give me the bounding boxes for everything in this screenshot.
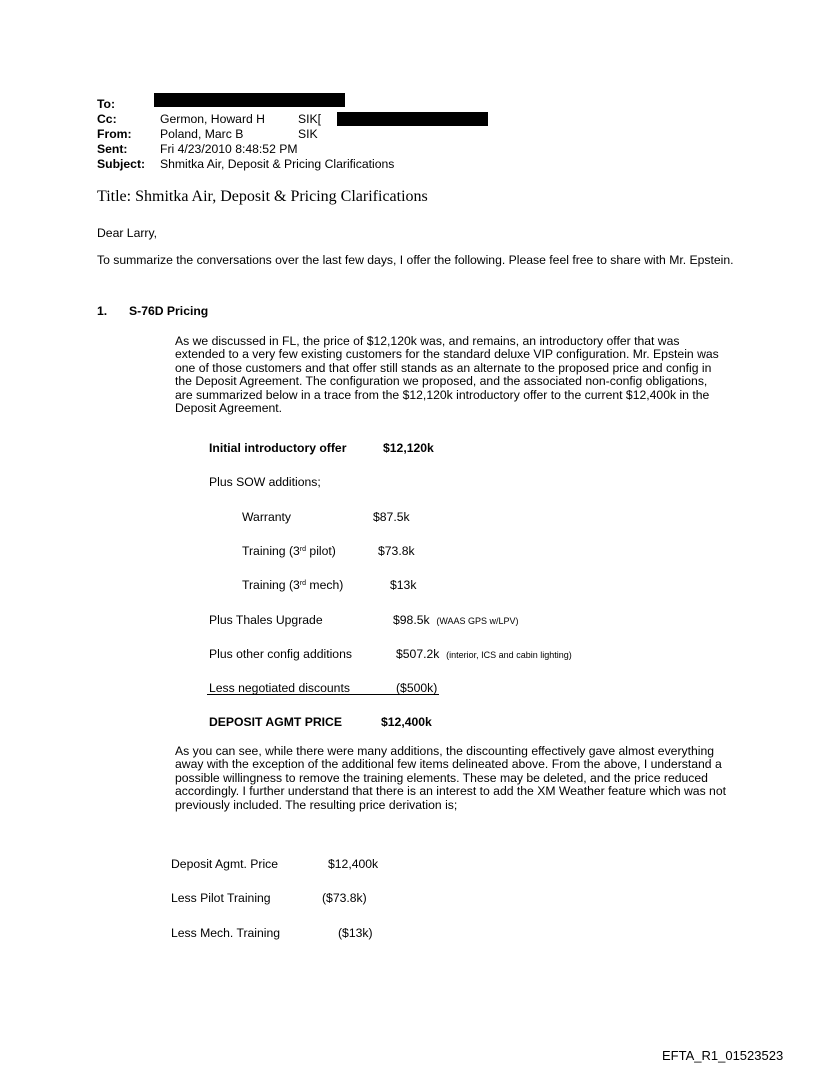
- trace-pilot-training-label: Training (3rd pilot): [242, 544, 336, 558]
- document-title: Title: Shmitka Air, Deposit & Pricing Clarifications: [97, 188, 428, 205]
- derivation-mech-label: Less Mech. Training: [171, 926, 281, 940]
- subject-value: Shmitka Air, Deposit & Pricing Clarifications: [160, 157, 395, 171]
- from-value: Poland, Marc B: [160, 127, 244, 141]
- section-heading: S-76D Pricing: [129, 304, 209, 318]
- sent-value: Fri 4/23/2010 8:48:52 PM: [160, 142, 298, 156]
- trace-mech-training-label: Training (3rd mech): [242, 578, 344, 592]
- from-tag: SIK: [298, 127, 318, 141]
- trace-initial-value: $12,120k: [383, 441, 434, 455]
- redaction-bar: [154, 93, 345, 107]
- from-label: From:: [97, 127, 132, 141]
- trace-thales-value: $98.5k (WAAS GPS w/LPV): [393, 613, 519, 627]
- section-paragraph-1: As we discussed in FL, the price of $12,120k was, and remains, an introductory offer that was extended to a very few existing customers for the standard deluxe VIP configuration. Mr. Epstein was one of those customers and that offer still stands as an alternate to the proposed price and config in the Deposit Agreement. The configuration we proposed, and the associated non-config obligations, are summarized below in a trace from the $12,120k introductory offer to the current $12,400k in the Deposit Agreement.: [175, 334, 719, 416]
- derivation-price-label: Deposit Agmt. Price: [171, 857, 279, 871]
- section-paragraph-2: As you can see, while there were many additions, the discounting effectively gave almost everything away with the exception of the additional few items delineated above. From the above, I understand a possible willingness to remove the training elements. These may be deleted, and the price reduced accordingly. I further understand that there is an interest to add the XM Weather feature which was not previously included. The resulting price derivation is;: [175, 744, 726, 812]
- trace-deposit-label: DEPOSIT AGMT PRICE: [209, 715, 342, 729]
- to-label: To:: [97, 97, 116, 111]
- section-number: 1.: [97, 304, 108, 318]
- cc-value: Germon, Howard H: [160, 112, 265, 126]
- cc-label: Cc:: [97, 112, 117, 126]
- trace-pilot-training-value: $73.8k: [378, 544, 415, 558]
- trace-mech-training-value: $13k: [390, 578, 417, 592]
- intro-paragraph: To summarize the conversations over the last few days, I offer the following. Please feel free to share with Mr. Epstein.: [97, 253, 734, 267]
- trace-discount-value: ($500k): [396, 681, 438, 695]
- redaction-bar: [337, 112, 488, 126]
- trace-initial-label: Initial introductory offer: [209, 441, 347, 455]
- trace-warranty-label: Warranty: [242, 510, 291, 524]
- document-id: EFTA_R1_01523523: [662, 1048, 784, 1063]
- greeting: Dear Larry,: [97, 226, 158, 240]
- derivation-mech-value: ($13k): [338, 926, 373, 940]
- derivation-pilot-label: Less Pilot Training: [171, 891, 271, 905]
- cc-tag: SIK[: [298, 112, 322, 126]
- derivation-price-value: $12,400k: [328, 857, 379, 871]
- subject-label: Subject:: [97, 157, 146, 171]
- trace-config-label: Plus other config additions: [209, 647, 352, 661]
- trace-discount-label: Less negotiated discounts: [209, 681, 350, 695]
- derivation-pilot-value: ($73.8k): [322, 891, 367, 905]
- sent-label: Sent:: [97, 142, 128, 156]
- trace-thales-label: Plus Thales Upgrade: [209, 613, 323, 627]
- trace-sow-label: Plus SOW additions;: [209, 475, 321, 489]
- trace-config-value: $507.2k (interior, ICS and cabin lighting): [396, 647, 572, 661]
- trace-warranty-value: $87.5k: [373, 510, 410, 524]
- trace-deposit-value: $12,400k: [381, 715, 432, 729]
